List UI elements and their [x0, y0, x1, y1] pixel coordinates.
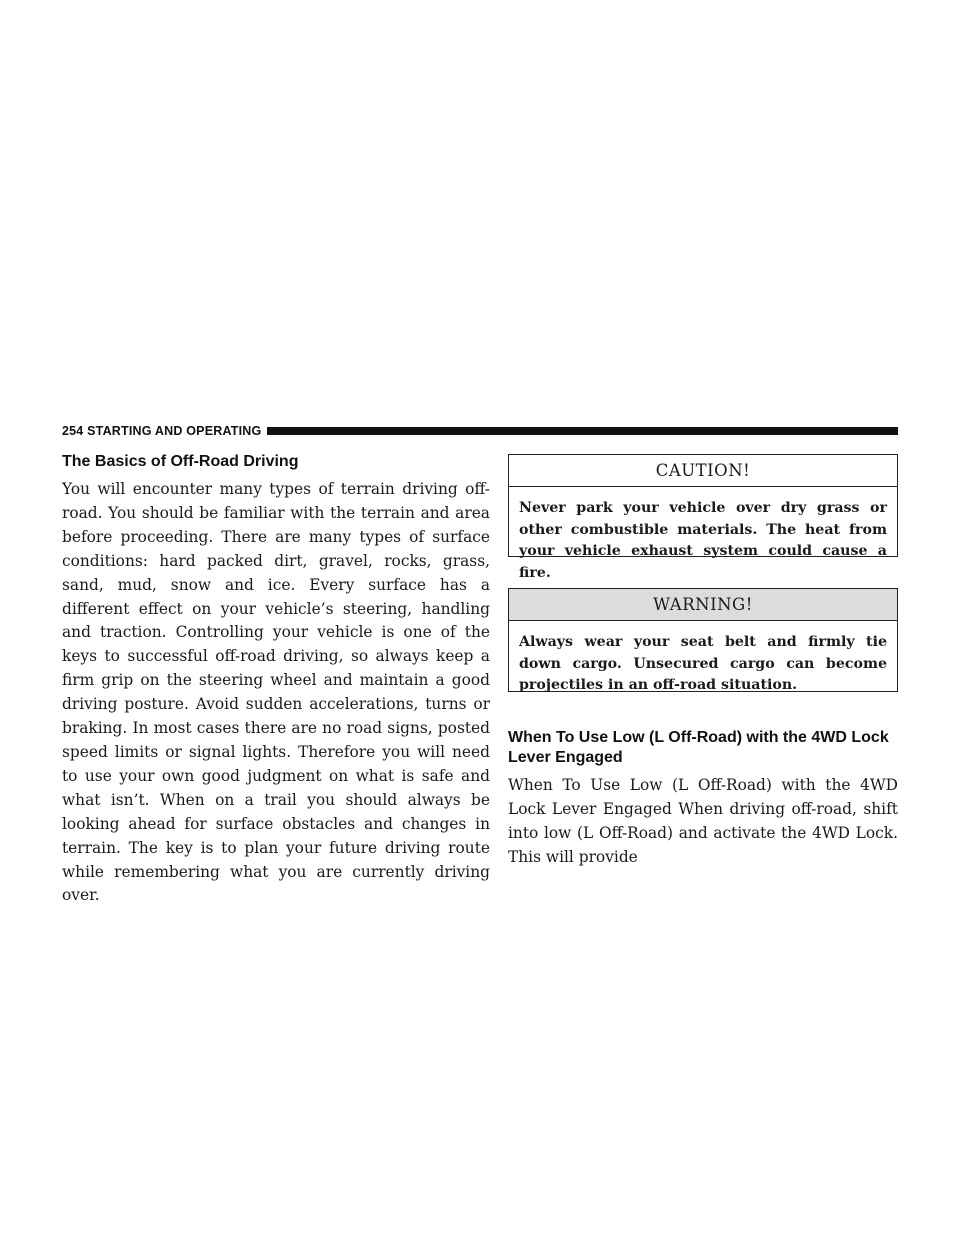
warning-text: Always wear your seat belt and firmly tie down cargo. Unsecured cargo can become projectiles in an off-road situation.	[519, 634, 887, 693]
header-rule	[267, 427, 898, 435]
warning-box	[508, 588, 898, 692]
warning-title: WARNING!	[509, 589, 897, 621]
basics-paragraph: You will encounter many types of terrain driving off-road. You should be familiar with the terrain and area before proceeding. There are many types of surface conditions: hard packed dirt, gravel, rocks, grass, sand, mud, snow and ice. Every surface has a different effect on your vehicle’s steering, handling and traction. Controlling your vehicle is one of the keys to successful off-road driving, so always keep a firm grip on the steering wheel and maintain a good driving posture. Avoid sudden accelerations, turns or braking. In most cases there are no road signs, posted speed limits or signal lights. Therefore you will need to use your own good judgment on what is safe and what isn’t. When on a trail you should always be looking ahead for surface obstacles and changes in terrain. The key is to plan your future driving route while remembering what you are currently driving over.	[62, 480, 490, 905]
right-column	[508, 454, 898, 870]
page-number-section: 254 STARTING AND OPERATING	[62, 424, 262, 438]
section-heading-basics: The Basics of Off-Road Driving	[62, 453, 299, 470]
caution-title: CAUTION!	[509, 455, 897, 487]
low-range-paragraph: When To Use Low (L Off-Road) with the 4WD Lock Lever Engaged When driving off-road, shift into low (L Off-Road) and activate the 4WD Lock. This will provide	[508, 776, 898, 866]
section-heading-low-range: When To Use Low (L Off-Road) with the 4WD Lock Lever Engaged	[508, 729, 889, 766]
left-column	[62, 452, 490, 908]
page-header	[62, 424, 898, 438]
caution-text: Never park your vehicle over dry grass or other combustible materials. The heat from your vehicle exhaust system could cause a fire.	[519, 500, 887, 581]
caution-box	[508, 454, 898, 581]
